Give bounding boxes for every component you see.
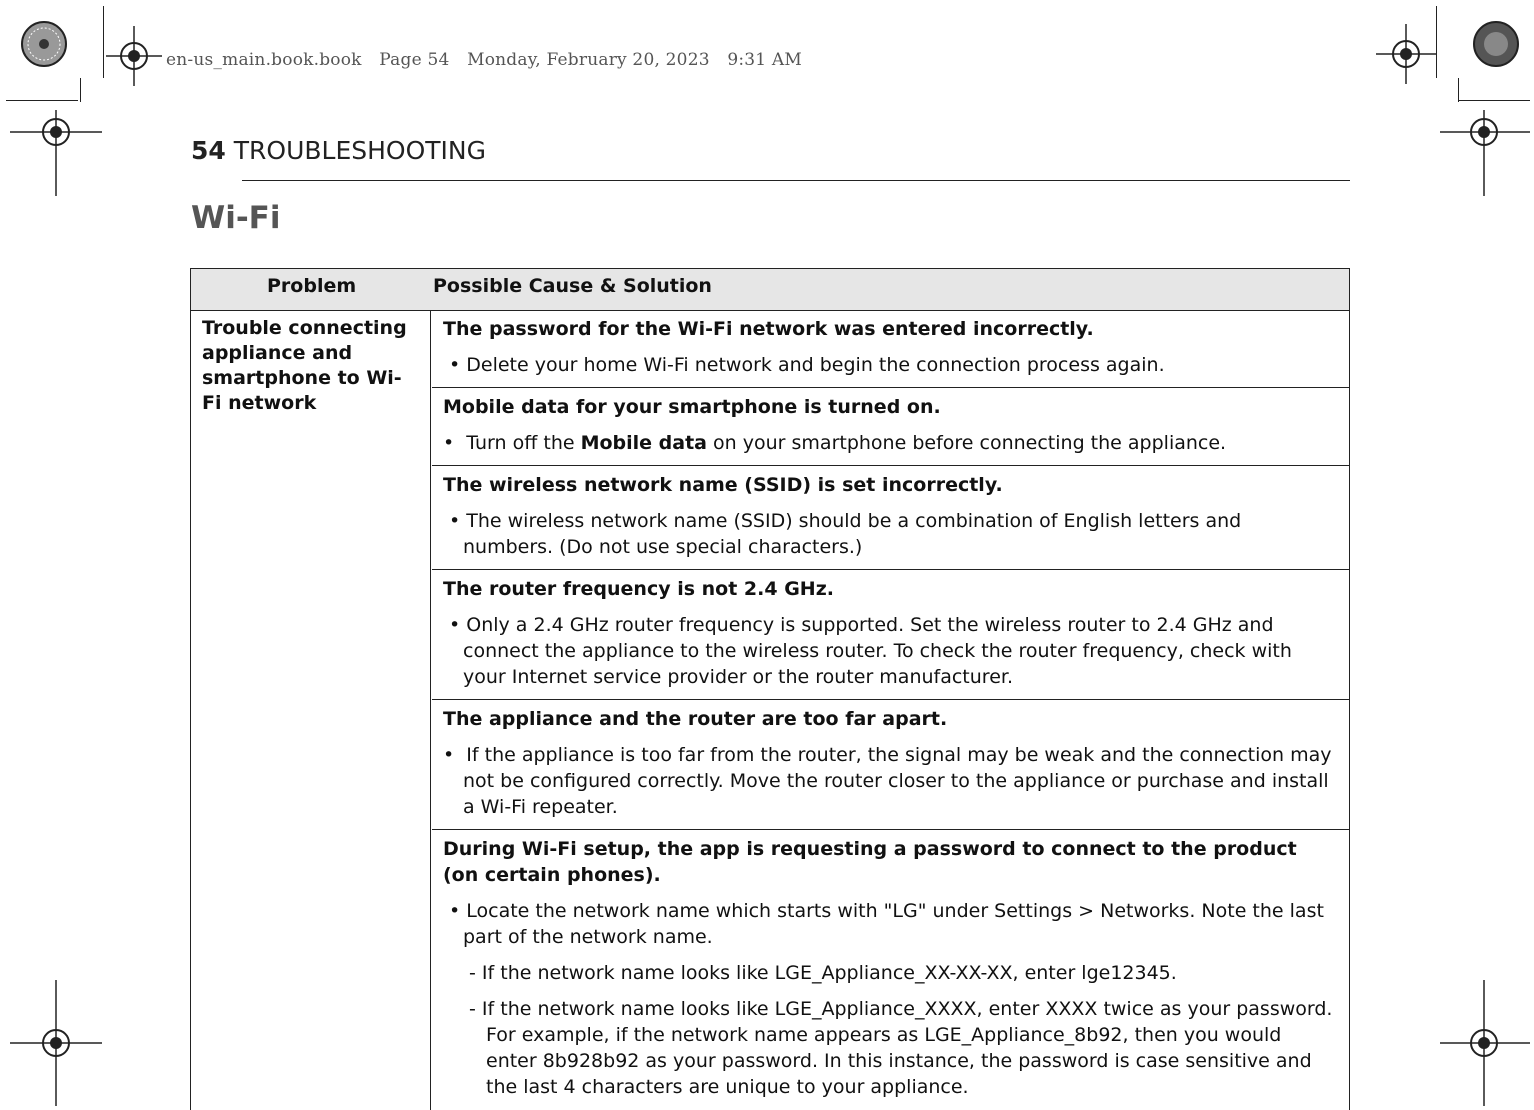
registration-mark-icon	[10, 980, 102, 1106]
cause-row	[432, 388, 1349, 466]
color-wheel-icon	[1470, 18, 1522, 70]
mobile-data-term: Mobile data	[580, 432, 708, 454]
crop-mark	[80, 78, 81, 102]
registration-mark-icon	[1440, 980, 1530, 1106]
problem-cell: Trouble connecting appliance and smartphone to Wi-Fi network	[191, 310, 431, 1110]
registration-mark-icon	[10, 110, 102, 196]
print-date: Monday, February 20, 2023	[467, 50, 710, 70]
page-number: 54	[191, 136, 226, 165]
header-cause: Possible Cause & Solution	[433, 275, 712, 297]
cause-row	[432, 830, 1349, 1110]
cause-title: The router frequency is not 2.4 GHz.	[443, 578, 834, 600]
solution-bullet: • Locate the network name which starts with "LG" under Settings > Networks. Note the last part of the network name.	[449, 900, 1324, 948]
color-wheel-icon	[18, 18, 70, 70]
cause-title: Mobile data for your smartphone is turned on.	[443, 396, 941, 418]
cause-title: The wireless network name (SSID) is set incorrectly.	[443, 474, 1003, 496]
solution-bullet: • The wireless network name (SSID) should be a combination of English letters and numbers. (Do not use special characters.)	[449, 510, 1242, 558]
solution-bullet: • Turn off the Mobile data on your smartphone before connecting the appliance.	[443, 432, 1227, 454]
cause-title: During Wi-Fi setup, the app is requesting a password to connect to the product (on certain phones).	[443, 838, 1297, 886]
crop-mark	[1458, 100, 1530, 101]
registration-mark-icon	[1440, 110, 1530, 196]
solution-bullet: • Delete your home Wi-Fi network and begin the connection process again.	[449, 354, 1165, 376]
troubleshooting-table	[190, 268, 1350, 1110]
registration-mark-icon	[1376, 24, 1436, 84]
print-header	[166, 50, 814, 70]
cause-row	[432, 700, 1349, 830]
print-file: en-us_main.book.book	[166, 50, 362, 70]
solution-bullet: • Only a 2.4 GHz router frequency is supported. Set the wireless router to 2.4 GHz and connect the appliance to the wireless router. To check the router frequency, check with your Internet service provider or the router manufacturer.	[449, 614, 1292, 688]
crop-mark	[1436, 6, 1437, 78]
print-time: 9:31 AM	[727, 50, 803, 70]
section-title: TROUBLESHOOTING	[233, 136, 486, 165]
cause-title: The appliance and the router are too far apart.	[443, 708, 948, 730]
solution-bullet: • If the appliance is too far from the router, the signal may be weak and the connection may not be configured correctly. Move the router closer to the appliance or purchase and install a Wi-Fi repeater.	[443, 744, 1332, 818]
crop-mark	[103, 6, 104, 78]
causes-column	[432, 310, 1349, 1110]
cause-title: The password for the Wi-Fi network was entered incorrectly.	[443, 318, 1094, 340]
crop-mark	[1458, 78, 1459, 102]
page-title: Wi-Fi	[191, 200, 281, 236]
table-header	[191, 269, 1349, 311]
cause-row	[432, 570, 1349, 700]
header-problem: Problem	[267, 275, 357, 297]
print-page: Page 54	[379, 50, 450, 70]
registration-mark-icon	[106, 26, 162, 86]
crop-mark	[6, 100, 78, 101]
cause-row	[432, 310, 1349, 388]
solution-sub-item: - If the network name looks like LGE_Appliance_XXXX, enter XXXX twice as your password. For example, if the network name appears as LGE_Appliance_8b92, then you would enter 8b928b92 as your password. In this instance, the password is case sensitive and the last 4 characters are unique to your appliance.	[469, 998, 1333, 1098]
cause-row	[432, 466, 1349, 570]
section-header	[191, 136, 486, 165]
section-rule	[242, 180, 1350, 181]
solution-sub-item: - If the network name looks like LGE_Appliance_XX-XX-XX, enter lge12345.	[469, 962, 1177, 984]
